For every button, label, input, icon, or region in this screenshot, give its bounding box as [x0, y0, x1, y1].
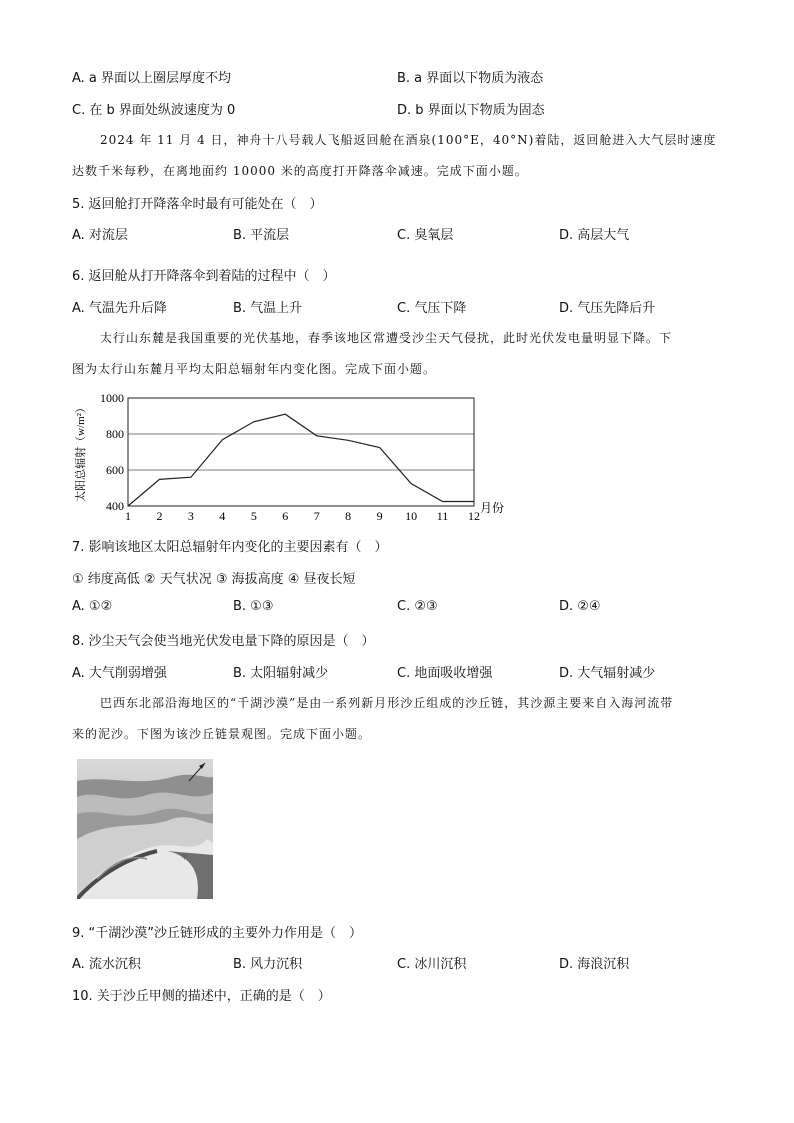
q8-option-c: C. 地面吸收增强 [397, 666, 493, 681]
question-5-stem: 5. 返回舱打开降落伞时最有可能处在（ ） [72, 197, 323, 212]
passage-3-line-1: 巴西东北部沿海地区的“千湖沙漠”是由一系列新月形沙丘组成的沙丘链，其沙源主要来自入海河流带 [100, 696, 674, 710]
dune-label-jia: 甲 [181, 853, 188, 861]
q6-option-b: B. 气温上升 [233, 301, 303, 316]
q6-option-c: C. 气压下降 [397, 301, 467, 316]
q8-option-a: A. 大气削弱增强 [72, 666, 167, 681]
radiation-series-line [128, 414, 474, 506]
passage-1-line-1: 2024 年 11 月 4 日，神舟十八号载人飞船返回舱在酒泉(100°E，40°N)着陆，返回舱进入大气层时速度 [100, 133, 717, 147]
q7-option-d: D. ②④ [559, 599, 601, 614]
x-tick-label: 4 [219, 509, 226, 520]
y-tick-label: 400 [106, 499, 124, 513]
q9-option-d: D. 海浪沉积 [559, 957, 630, 972]
q7-option-c: C. ②③ [397, 599, 438, 614]
q5-option-d: D. 高层大气 [559, 228, 630, 243]
q9-option-c: C. 冰川沉积 [397, 957, 467, 972]
passage-2-line-2: 图为太行山东麓月平均太阳总辐射年内变化图。完成下面小题。 [72, 362, 437, 376]
prev-option-a: A. a 界面以上圈层厚度不均 [72, 71, 232, 86]
x-tick-label: 5 [250, 509, 257, 520]
q5-option-b: B. 平流层 [233, 228, 290, 243]
q7-option-a: A. ①② [72, 599, 113, 614]
question-10-stem: 10. 关于沙丘甲侧的描述中，正确的是（ ） [72, 989, 331, 1004]
prev-option-d: D. b 界面以下物质为固态 [397, 103, 545, 118]
q5-option-a: A. 对流层 [72, 228, 128, 243]
q9-option-b: B. 风力沉积 [233, 957, 303, 972]
prev-option-b: B. a 界面以下物质为液态 [397, 71, 544, 86]
question-6-stem: 6. 返回舱从打开降落伞到着陆的过程中（ ） [72, 269, 336, 284]
q5-option-c: C. 臭氧层 [397, 228, 454, 243]
y-tick-label: 600 [106, 463, 124, 477]
y-tick-label: 1000 [100, 391, 124, 405]
x-tick-label: 1 [125, 509, 131, 520]
question-7-factors: ① 纬度高低 ② 天气状况 ③ 海拔高度 ④ 昼夜长短 [72, 572, 356, 587]
prev-option-c: C. 在 b 界面处纵波速度为 0 [72, 103, 236, 118]
dune-chain-photo [77, 759, 213, 899]
x-tick-label: 9 [376, 509, 383, 520]
q8-option-b: B. 太阳辐射减少 [233, 666, 329, 681]
y-tick-label: 800 [106, 427, 124, 441]
x-tick-label: 12 [468, 509, 480, 520]
x-tick-label: 11 [436, 509, 449, 520]
q7-option-b: B. ①③ [233, 599, 274, 614]
x-tick-label: 6 [282, 509, 289, 520]
question-9-stem: 9. “千湖沙漠”沙丘链形成的主要外力作用是（ ） [72, 926, 363, 941]
x-tick-label: 8 [345, 509, 352, 520]
question-8-stem: 8. 沙尘天气会使当地光伏发电量下降的原因是（ ） [72, 634, 375, 649]
passage-2-line-1: 太行山东麓是我国重要的光伏基地，春季该地区常遭受沙尘天气侵扰，此时光伏发电量明显下降。下 [100, 331, 673, 345]
passage-1-line-2: 达数千米每秒，在离地面约 10000 米的高度打开降落伞减速。完成下面小题。 [72, 164, 528, 178]
q8-option-d: D. 大气辐射减少 [559, 666, 656, 681]
x-tick-label: 7 [313, 509, 320, 520]
solar-radiation-chart [70, 388, 520, 520]
x-axis-label: 月份 [480, 501, 505, 515]
y-axis-label: 太阳总辐射（w/m²） [75, 402, 87, 502]
passage-3-line-2: 来的泥沙。下图为该沙丘链景观图。完成下面小题。 [72, 727, 372, 741]
x-tick-label: 10 [405, 509, 418, 520]
q9-option-a: A. 流水沉积 [72, 957, 141, 972]
q6-option-d: D. 气压先降后升 [559, 301, 656, 316]
q6-option-a: A. 气温先升后降 [72, 301, 167, 316]
x-tick-label: 2 [156, 509, 163, 520]
question-7-stem: 7. 影响该地区太阳总辐射年内变化的主要因素有（ ） [72, 540, 388, 555]
x-tick-label: 3 [187, 509, 194, 520]
